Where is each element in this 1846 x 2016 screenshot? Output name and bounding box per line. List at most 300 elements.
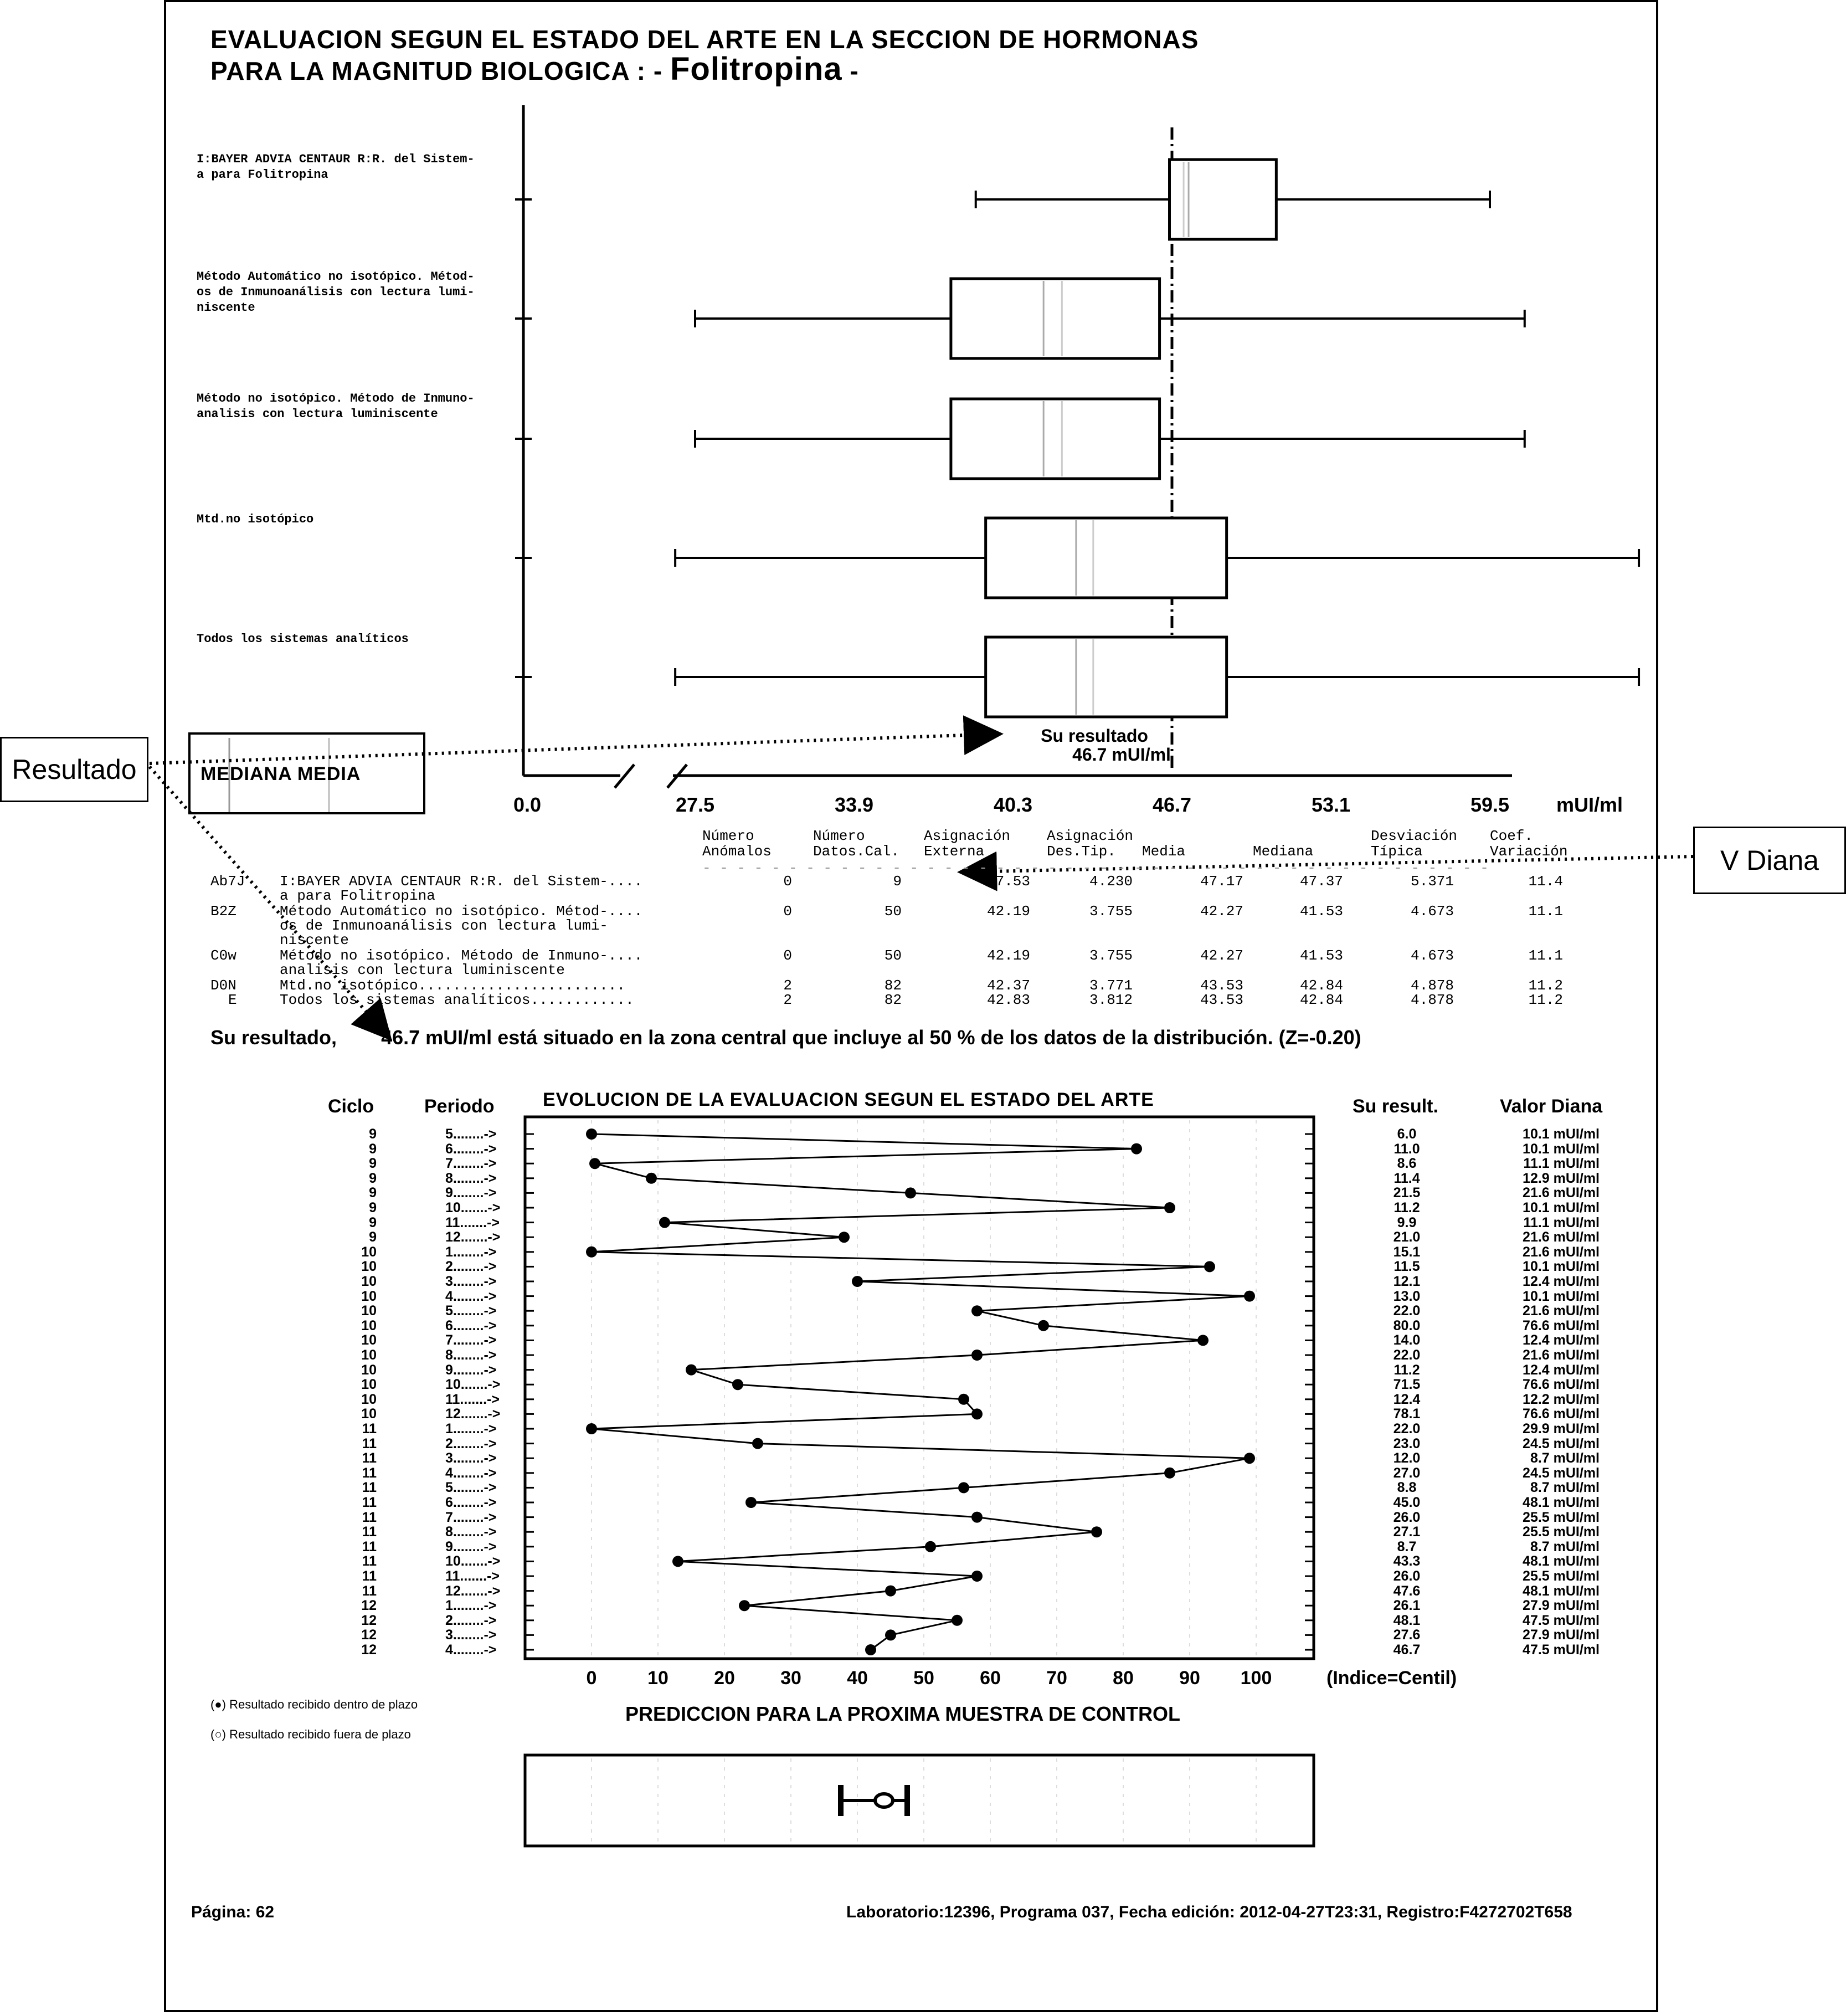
evo-periodo: 7........->	[445, 1156, 497, 1172]
evo-ciclo: 10	[361, 1347, 377, 1363]
evo-valor-diana: 21.6 mUI/ml	[1523, 1303, 1600, 1319]
evo-su-result: 43.3	[1393, 1553, 1421, 1569]
evo-x-tick-label: 60	[980, 1668, 1001, 1689]
evo-x-tick-label: 50	[913, 1668, 934, 1689]
evo-ciclo: 11	[362, 1450, 377, 1466]
evo-valor-diana: 25.5 mUI/ml	[1523, 1524, 1600, 1540]
evo-periodo: 2........->	[445, 1259, 497, 1275]
result-marker-value: 46.7 mUI/ml	[1072, 745, 1171, 765]
evo-valor-diana: 24.5 mUI/ml	[1523, 1435, 1600, 1451]
evo-su-result: 21.5	[1393, 1185, 1421, 1201]
table-cell: 4.878	[1410, 992, 1454, 1008]
evo-data-point	[1244, 1453, 1255, 1464]
evo-data-point	[971, 1571, 983, 1582]
evo-x-tick-label: 40	[847, 1668, 868, 1689]
table-cell: 50	[884, 947, 902, 964]
table-header: Típica	[1371, 843, 1423, 860]
evo-ciclo: 10	[361, 1391, 377, 1407]
evo-data-point	[905, 1187, 916, 1198]
evo-valor-diana: 8.7 mUI/ml	[1530, 1450, 1600, 1466]
evo-su-result: 12.1	[1393, 1274, 1421, 1289]
table-header: Variación	[1490, 843, 1568, 860]
evo-periodo: 11.......->	[445, 1568, 500, 1584]
x-tick-label: 59.5	[1470, 793, 1510, 816]
evo-su-result: 9.9	[1397, 1214, 1417, 1230]
evo-periodo: 6........->	[445, 1495, 497, 1510]
evo-su-result: 11.0	[1394, 1141, 1420, 1157]
evo-data-point	[739, 1600, 750, 1611]
table-cell: 42.84	[1299, 977, 1343, 994]
table-header: Desviación	[1371, 828, 1458, 844]
evo-data-point	[1244, 1291, 1255, 1302]
x-tick-label: 0.0	[513, 793, 542, 816]
evo-header-periodo: Periodo	[424, 1096, 495, 1117]
evo-periodo: 5........->	[445, 1303, 497, 1319]
evo-data-point	[885, 1586, 896, 1597]
evo-ciclo: 12	[361, 1598, 377, 1614]
legend-median-mean-text: MEDIANA MEDIA	[200, 763, 361, 784]
table-header: Mediana	[1253, 843, 1314, 860]
table-cell: 5.371	[1410, 873, 1454, 890]
evo-periodo: 7........->	[445, 1332, 497, 1348]
evo-data-point	[1131, 1143, 1142, 1155]
evo-su-result: 26.0	[1393, 1568, 1421, 1584]
zone-prefix: Su resultado,	[210, 1026, 337, 1049]
evo-periodo: 2........->	[445, 1612, 497, 1628]
evo-data-point	[589, 1158, 600, 1169]
title-analyte: Folitropina	[670, 51, 842, 87]
evo-x-tick-label: 0	[586, 1668, 597, 1689]
evo-su-result: 8.8	[1397, 1480, 1417, 1496]
evo-x-tick-label: 80	[1113, 1668, 1134, 1689]
table-cell: 42.27	[1200, 903, 1243, 920]
table-cell: 47.37	[1299, 873, 1343, 890]
table-header-rule: - - - - - - - - - - - - - - - - - - - - - - - - - - - - - - - - - - - - - - - - - - - - - -	[702, 860, 1489, 876]
evo-ciclo: 9	[369, 1156, 377, 1172]
evo-data-point	[885, 1629, 896, 1640]
evo-su-result: 22.0	[1393, 1421, 1421, 1437]
boxplot-category-label: Método no isotópico. Método de Inmuno- analisis con lectura luminiscente	[197, 392, 475, 421]
table-row-code: C0w	[210, 947, 236, 964]
evo-data-point	[1204, 1261, 1215, 1272]
evo-su-result: 8.6	[1397, 1156, 1417, 1172]
evo-valor-diana: 10.1 mUI/ml	[1523, 1200, 1600, 1215]
evo-periodo: 6........->	[445, 1317, 497, 1333]
evo-valor-diana: 27.9 mUI/ml	[1523, 1627, 1600, 1643]
evo-x-tick-label: 20	[714, 1668, 735, 1689]
evo-valor-diana: 27.9 mUI/ml	[1523, 1598, 1600, 1614]
evo-data-point	[1197, 1335, 1209, 1346]
evo-periodo: 9........->	[445, 1362, 497, 1378]
footer-page: Página: 62	[191, 1903, 275, 1921]
evo-x-label: PREDICCION PARA LA PROXIMA MUESTRA DE CONTROL	[625, 1702, 1181, 1725]
table-cell: 47.17	[1200, 873, 1243, 890]
evo-valor-diana: 10.1 mUI/ml	[1523, 1141, 1600, 1157]
evo-periodo: 4........->	[445, 1642, 497, 1658]
evo-valor-diana: 76.6 mUI/ml	[1523, 1317, 1600, 1333]
evo-su-result: 47.6	[1393, 1583, 1421, 1599]
table-cell: 42.37	[986, 977, 1030, 994]
footer-lab: Laboratorio:12396, Programa 037, Fecha edición: 2012-04-27T23:31, Registro:F4272702T658	[846, 1903, 1572, 1921]
evo-ciclo: 11	[362, 1524, 377, 1540]
table-cell: 3.771	[1089, 977, 1133, 994]
evo-su-result: 46.7	[1393, 1642, 1421, 1658]
evo-valor-diana: 8.7 mUI/ml	[1530, 1480, 1600, 1496]
table-cell: 0	[783, 947, 792, 964]
table-cell: 11.1	[1528, 947, 1563, 964]
table-cell: 43.53	[1200, 977, 1243, 994]
evo-ciclo: 11	[362, 1568, 377, 1584]
evo-data-point	[659, 1217, 670, 1228]
evo-su-result: 12.4	[1393, 1391, 1421, 1407]
evo-valor-diana: 8.7 mUI/ml	[1530, 1538, 1600, 1555]
evo-x-tick-label: 30	[780, 1668, 801, 1689]
table-header: Asignación	[924, 828, 1011, 844]
table-cell: 11.2	[1528, 992, 1563, 1008]
evo-x-note: (Indice=Centil)	[1326, 1668, 1457, 1689]
evo-ciclo: 10	[361, 1377, 377, 1393]
evo-data-point	[732, 1379, 743, 1390]
table-cell: 3.755	[1089, 903, 1133, 920]
table-row-code: E	[228, 992, 237, 1008]
filled-dot-icon: (●)	[210, 1697, 226, 1711]
prediction-center	[875, 1794, 893, 1807]
table-row-name: Método no isotópico. Método de Inmuno-.... analisis con lectura luminiscente	[280, 947, 643, 978]
evo-su-result: 27.6	[1393, 1627, 1421, 1643]
x-axis-unit-label: mUI/ml	[1556, 793, 1623, 816]
evo-ciclo: 10	[361, 1244, 377, 1260]
evo-x-tick-label: 70	[1046, 1668, 1067, 1689]
evo-valor-diana: 12.2 mUI/ml	[1523, 1391, 1600, 1407]
evo-periodo: 12.......->	[445, 1406, 501, 1422]
evo-x-tick-label: 90	[1179, 1668, 1200, 1689]
evo-valor-diana: 47.5 mUI/ml	[1523, 1642, 1600, 1658]
evo-ciclo: 9	[369, 1141, 377, 1157]
evo-ciclo: 10	[361, 1288, 377, 1304]
evo-data-point	[586, 1246, 597, 1258]
table-cell: 3.755	[1089, 947, 1133, 964]
table-cell: 4.230	[1089, 873, 1133, 890]
evo-su-result: 21.0	[1393, 1229, 1421, 1245]
evo-header-valor-diana: Valor Diana	[1500, 1096, 1603, 1117]
evo-data-point	[971, 1512, 983, 1523]
table-header: Anómalos	[702, 843, 772, 860]
boxplot-category-label: Mtd.no isotópico	[197, 512, 314, 526]
evo-data-point	[686, 1364, 697, 1376]
evo-ciclo: 9	[369, 1214, 377, 1230]
evo-su-result: 45.0	[1393, 1495, 1421, 1510]
zone-text: está situado en la zona central que incluye al 50 % de los datos de la distribución. (Z=-0.20)	[497, 1026, 1361, 1049]
evo-ciclo: 11	[362, 1495, 377, 1510]
evo-ciclo: 12	[361, 1612, 377, 1628]
table-cell: 9	[893, 873, 902, 890]
evo-valor-diana: 25.5 mUI/ml	[1523, 1509, 1600, 1525]
evo-valor-diana: 24.5 mUI/ml	[1523, 1465, 1600, 1481]
table-row-name: Todos los sistemas analíticos............	[280, 992, 634, 1008]
evo-su-result: 26.1	[1393, 1598, 1421, 1614]
evo-data-point	[646, 1173, 657, 1184]
evo-valor-diana: 12.4 mUI/ml	[1523, 1332, 1600, 1348]
evo-data-point	[952, 1615, 963, 1626]
evo-data-point	[971, 1350, 983, 1361]
table-header: Externa	[924, 843, 985, 860]
evo-ciclo: 11	[362, 1583, 377, 1599]
evo-valor-diana: 48.1 mUI/ml	[1523, 1553, 1600, 1569]
evo-valor-diana: 10.1 mUI/ml	[1523, 1126, 1600, 1142]
evo-ciclo: 10	[361, 1259, 377, 1275]
evo-data-point	[865, 1644, 876, 1655]
evo-periodo: 11.......->	[445, 1391, 500, 1407]
evo-ciclo: 9	[369, 1200, 377, 1215]
table-cell: 0	[783, 873, 792, 890]
table-cell: 42.19	[986, 903, 1030, 920]
table-header: Número	[702, 828, 754, 844]
evo-ciclo: 9	[369, 1126, 377, 1142]
table-cell: 82	[884, 992, 902, 1008]
evo-periodo: 7........->	[445, 1509, 497, 1525]
table-cell: 11.4	[1528, 873, 1563, 890]
table-cell: 42.19	[986, 947, 1030, 964]
table-header: Número	[813, 828, 865, 844]
evo-data-point	[852, 1276, 863, 1287]
evo-data-point	[672, 1556, 683, 1567]
evo-ciclo: 10	[361, 1362, 377, 1378]
table-cell: 41.53	[1299, 947, 1343, 964]
evo-su-result: 13.0	[1393, 1288, 1421, 1304]
table-header: Datos.Cal.	[813, 843, 900, 860]
table-row-code: D0N	[210, 977, 236, 994]
evo-su-result: 6.0	[1397, 1126, 1417, 1142]
evo-valor-diana: 12.9 mUI/ml	[1523, 1170, 1600, 1186]
note-inside	[210, 1697, 418, 1712]
evo-data-point	[586, 1128, 597, 1140]
evo-su-result: 80.0	[1393, 1317, 1421, 1333]
evo-ciclo: 10	[361, 1332, 377, 1348]
evo-periodo: 3........->	[445, 1627, 497, 1643]
table-cell: 42.27	[1200, 947, 1243, 964]
evo-valor-diana: 21.6 mUI/ml	[1523, 1244, 1600, 1260]
table-cell: 50	[884, 903, 902, 920]
evo-periodo: 4........->	[445, 1465, 497, 1481]
table-cell: 42.84	[1299, 992, 1343, 1008]
table-cell: 0	[783, 903, 792, 920]
evo-data-point	[586, 1423, 597, 1434]
evo-ciclo: 11	[362, 1509, 377, 1525]
evo-valor-diana: 48.1 mUI/ml	[1523, 1495, 1600, 1510]
note-outside	[210, 1727, 411, 1742]
x-tick-label: 46.7	[1152, 793, 1192, 816]
evo-periodo: 1........->	[445, 1244, 497, 1260]
table-cell: 4.673	[1410, 947, 1454, 964]
evo-data-point	[839, 1232, 850, 1243]
evo-data-point	[1038, 1320, 1049, 1331]
table-cell: 3.812	[1089, 992, 1133, 1008]
evo-su-result: 15.1	[1393, 1244, 1421, 1260]
table-cell: 11.1	[1528, 903, 1563, 920]
evo-valor-diana: 10.1 mUI/ml	[1523, 1259, 1600, 1275]
evo-periodo: 9........->	[445, 1185, 497, 1201]
evo-data-point	[958, 1394, 969, 1405]
evo-periodo: 8........->	[445, 1347, 497, 1363]
evo-su-result: 26.0	[1393, 1509, 1421, 1525]
x-tick-label: 53.1	[1311, 793, 1351, 816]
evo-ciclo: 10	[361, 1274, 377, 1289]
table-cell: 43.53	[1200, 992, 1243, 1008]
evo-data-point	[971, 1305, 983, 1316]
table-cell: 2	[783, 977, 792, 994]
table-row-code: B2Z	[210, 903, 236, 920]
evo-periodo: 5........->	[445, 1480, 497, 1496]
evo-series-line	[592, 1134, 1249, 1650]
evo-ciclo: 9	[369, 1229, 377, 1245]
evo-ciclo: 9	[369, 1185, 377, 1201]
report-title-line1: EVALUACION SEGUN EL ESTADO DEL ARTE EN LA SECCION DE HORMONAS	[210, 25, 1199, 54]
evo-su-result: 11.4	[1394, 1170, 1420, 1186]
evo-periodo: 10.......->	[445, 1200, 501, 1215]
evo-ciclo: 12	[361, 1627, 377, 1643]
evo-valor-diana: 12.4 mUI/ml	[1523, 1362, 1600, 1378]
evo-data-point	[745, 1497, 757, 1508]
evo-valor-diana: 76.6 mUI/ml	[1523, 1406, 1600, 1422]
evo-x-tick-label: 10	[647, 1668, 669, 1689]
evo-periodo: 4........->	[445, 1288, 497, 1304]
evo-periodo: 1........->	[445, 1598, 497, 1614]
evo-su-result: 22.0	[1393, 1303, 1421, 1319]
evo-periodo: 8........->	[445, 1170, 497, 1186]
evo-periodo: 12.......->	[445, 1229, 501, 1245]
evo-ciclo: 12	[361, 1642, 377, 1658]
x-tick-label: 40.3	[993, 793, 1033, 816]
open-dot-icon: (○)	[210, 1727, 226, 1741]
evo-su-result: 27.0	[1393, 1465, 1421, 1481]
evo-su-result: 11.5	[1394, 1259, 1420, 1275]
evo-valor-diana: 12.4 mUI/ml	[1523, 1274, 1600, 1289]
evo-periodo: 5........->	[445, 1126, 497, 1142]
result-marker-label: Su resultado	[1041, 726, 1148, 746]
evo-data-point	[1091, 1526, 1102, 1537]
evo-ciclo: 11	[362, 1538, 377, 1555]
table-row-name: Mtd.no isotópico........................	[280, 977, 626, 994]
evo-su-result: 71.5	[1393, 1377, 1421, 1393]
evo-valor-diana: 10.1 mUI/ml	[1523, 1288, 1600, 1304]
table-header: Media	[1142, 843, 1186, 860]
boxplot-category-label: I:BAYER ADVIA CENTAUR R:R. del Sistem- a para Folitropina	[197, 152, 475, 182]
evo-periodo: 2........->	[445, 1435, 497, 1451]
note-outside-text: Resultado recibido fuera de plazo	[229, 1727, 411, 1741]
zone-value: 46.7 mUI/ml	[381, 1026, 492, 1049]
evo-ciclo: 10	[361, 1303, 377, 1319]
evo-ciclo: 9	[369, 1170, 377, 1186]
evo-su-result: 11.2	[1394, 1362, 1420, 1378]
evo-valor-diana: 25.5 mUI/ml	[1523, 1568, 1600, 1584]
evo-valor-diana: 29.9 mUI/ml	[1523, 1421, 1600, 1437]
table-cell: 4.673	[1410, 903, 1454, 920]
table-row-code: Ab7J	[210, 873, 245, 890]
evo-su-result: 12.0	[1393, 1450, 1421, 1466]
evo-valor-diana: 76.6 mUI/ml	[1523, 1377, 1600, 1393]
boxplot-category-label: Todos los sistemas analíticos	[197, 632, 409, 646]
evo-valor-diana: 21.6 mUI/ml	[1523, 1229, 1600, 1245]
evo-data-point	[1164, 1202, 1175, 1213]
evo-periodo: 3........->	[445, 1450, 497, 1466]
evo-x-tick-label: 100	[1240, 1668, 1272, 1689]
evo-su-result: 11.2	[1394, 1200, 1420, 1215]
table-header: Coef.	[1490, 828, 1534, 844]
vdiana-callout: V Diana	[1693, 827, 1846, 894]
evo-header-ciclo: Ciclo	[328, 1096, 374, 1117]
evo-ciclo: 11	[362, 1435, 377, 1451]
evo-ciclo: 10	[361, 1317, 377, 1333]
table-row-name: I:BAYER ADVIA CENTAUR R:R. del Sistem-.... a para Folitropina	[280, 873, 643, 904]
evo-su-result: 48.1	[1393, 1612, 1421, 1628]
evo-ciclo: 11	[362, 1465, 377, 1481]
evo-valor-diana: 47.5 mUI/ml	[1523, 1612, 1600, 1628]
evo-periodo: 9........->	[445, 1538, 497, 1555]
evo-periodo: 6........->	[445, 1141, 497, 1157]
evo-ciclo: 10	[361, 1406, 377, 1422]
evo-periodo: 11.......->	[445, 1214, 500, 1230]
evo-periodo: 8........->	[445, 1524, 497, 1540]
prediction-frame	[525, 1755, 1314, 1846]
evo-periodo: 12.......->	[445, 1583, 501, 1599]
evo-ciclo: 11	[362, 1553, 377, 1569]
title-prefix: PARA LA MAGNITUD BIOLOGICA : -	[210, 57, 663, 85]
evo-frame	[525, 1117, 1314, 1659]
evo-su-result: 14.0	[1393, 1332, 1421, 1348]
evo-periodo: 1........->	[445, 1421, 497, 1437]
evo-data-point	[752, 1438, 763, 1449]
evo-data-point	[1164, 1468, 1175, 1479]
evo-data-point	[925, 1541, 936, 1552]
table-cell: 47.53	[986, 873, 1030, 890]
table-cell: 11.2	[1528, 977, 1563, 994]
x-tick-label: 27.5	[675, 793, 715, 816]
evo-data-point	[958, 1482, 969, 1493]
title-suffix: -	[850, 57, 859, 85]
evo-su-result: 22.0	[1393, 1347, 1421, 1363]
evo-data-point	[971, 1408, 983, 1419]
evo-periodo: 10.......->	[445, 1377, 501, 1393]
boxplot-category-label: Método Automático no isotópico. Métod- os de Inmunoanálisis con lectura lumi- niscente	[197, 270, 475, 315]
table-cell: 41.53	[1299, 903, 1343, 920]
evo-valor-diana: 21.6 mUI/ml	[1523, 1347, 1600, 1363]
evo-header-su-result: Su result.	[1353, 1096, 1438, 1117]
resultado-callout: Resultado	[0, 737, 148, 802]
evo-su-result: 23.0	[1393, 1435, 1421, 1451]
evo-valor-diana: 21.6 mUI/ml	[1523, 1185, 1600, 1201]
evo-valor-diana: 48.1 mUI/ml	[1523, 1583, 1600, 1599]
table-cell: 2	[783, 992, 792, 1008]
evo-ciclo: 11	[362, 1480, 377, 1496]
evo-valor-diana: 11.1 mUI/ml	[1523, 1156, 1600, 1172]
x-tick-label: 33.9	[834, 793, 874, 816]
evo-chart-title: EVOLUCION DE LA EVALUACION SEGUN EL ESTADO DEL ARTE	[543, 1089, 1154, 1110]
evo-periodo: 10.......->	[445, 1553, 501, 1569]
note-inside-text: Resultado recibido dentro de plazo	[229, 1697, 418, 1711]
evo-ciclo: 11	[362, 1421, 377, 1437]
table-cell: 82	[884, 977, 902, 994]
evo-periodo: 3........->	[445, 1274, 497, 1289]
table-cell: 42.83	[986, 992, 1030, 1008]
evo-valor-diana: 11.1 mUI/ml	[1523, 1214, 1600, 1230]
evo-su-result: 78.1	[1393, 1406, 1421, 1422]
table-cell: 4.878	[1410, 977, 1454, 994]
evo-su-result: 27.1	[1393, 1524, 1421, 1540]
table-header: Des.Tip.	[1047, 843, 1116, 860]
table-header: Asignación	[1047, 828, 1134, 844]
table-row-name: Método Automático no isotópico. Métod-.... os de Inmunoanálisis con lectura lumi- niscente	[280, 903, 643, 948]
evo-su-result: 8.7	[1397, 1538, 1417, 1555]
